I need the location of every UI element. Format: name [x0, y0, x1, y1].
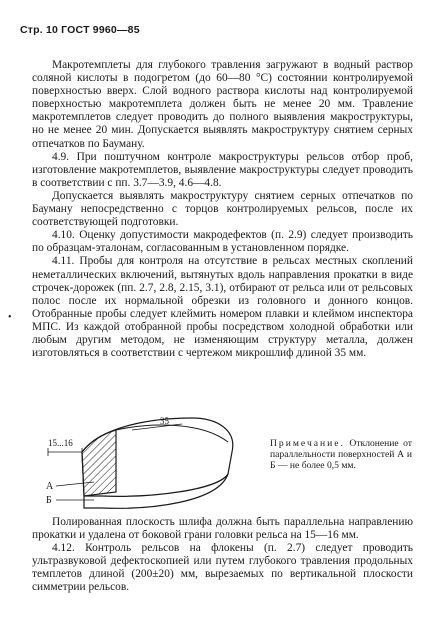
text-block-bottom: [32, 516, 413, 595]
dimension-width-label: 15...16: [48, 438, 73, 448]
paragraph-4-9: 4.9. При поштучном контроле макроструктуры рельсов отбор проб, изготовление макротемплетов, выявление макроструктуры следует проводить в соответствии с пп. 3.7—3.9, 4.6—4.8.: [32, 150, 413, 189]
paragraph-polished-plane: Полированная плоскость шлифа должна быть параллельна направлению прокатки и удалена от боковой грани головки рельса на 15—16 мм.: [32, 516, 413, 542]
dimension-length-label: 35: [160, 416, 169, 426]
page-header: Стр. 10 ГОСТ 9960—85: [20, 24, 140, 36]
note-text: Отклонение от параллельности поверхностей А и Б — не более 0,5 мм.: [270, 438, 412, 472]
microsection-drawing: [32, 412, 252, 512]
figure-note: [270, 438, 412, 472]
paragraph-4-12: 4.12. Контроль рельсов на флокены (п. 2.7) следует проводить ультразвуковой дефектоскопией или путем глубокого травления продольных темплетов длиной (200±20) мм, вырезаемых по вертикальной плоскости симметрии рельсов.: [32, 542, 413, 594]
paragraph-etching: Макротемплеты для глубокого травления загружают в водный раствор соляной кислоты в подогретом (до 60—80 °С) состоянии контролируемой поверхностью вверх. Слой водного раствора кислоты над контролируемой поверхностью макротемплета должен быть не менее 20 мм. Травление макротемплетов следует проводить до полного выявления макроструктуры, но не менее 20 мин. Допускается выявлять макроструктуру снятием серных отпечатков по Бауману.: [32, 59, 413, 150]
text-block-top: [32, 59, 413, 360]
margin-mark: •: [8, 312, 12, 323]
surface-label-a: А: [46, 481, 54, 492]
surface-label-b: Б: [46, 495, 52, 506]
paragraph-4-10: 4.10. Оценку допустимости макродефектов (п. 2.9) следует производить по образцам-эталонам, согласованным в установленном порядке.: [32, 229, 413, 255]
paragraph-4-11: 4.11. Пробы для контроля на отсутствие в рельсах местных скоплений неметаллических включений, вытянутых вдоль направления прокатки в виде строчек-дорожек (пп. 2.7, 2.8, 2.15, 3.1), отбирают от рельса или от рельсовых полос после их нормальной обрезки из головного и донного концов. Отобранные пробы следует клеймить номером плавки и клеймом инспектора МПС. Из каждой отобранной пробы посредством холодной обработки или любым другим методом, не изменяющим структуру металла, должен изготовляться в соответствии с чертежом микрошлиф длиной 35 мм.: [32, 255, 413, 360]
note-label: Примечание.: [270, 438, 345, 449]
paragraph-baumann: Допускается выявлять макроструктуру снятием серных отпечатков по Бауману непосредственно с торцов контролируемых рельсов, после их соответствующей подготовки.: [32, 189, 413, 229]
